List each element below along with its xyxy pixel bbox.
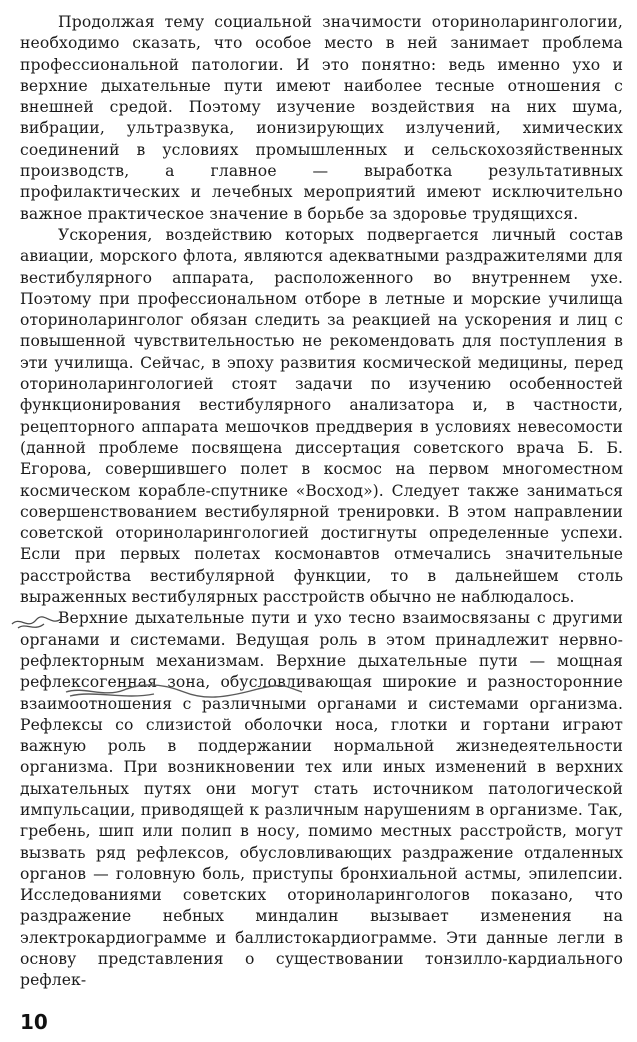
paragraph-2: Ускорения, воздействию которых подвергается личный состав авиации, морского флота, являются адекватными раздражителями для вестибулярного аппарата, расположенного во внутреннем ухе. Поэтому при профессиональном отборе в летные и морские училища оториноларинголог обязан следить за реакцией на ускорения и лиц с повышенной чувствительностью не рекомендовать для поступления в эти училища. Сейчас, в эпоху развития космической медицины, перед оториноларингологией стоят задачи по изучению особенностей функционирования вестибулярного анализатора и, в частности, рецепторного аппарата мешочков преддверия в условиях невесомости (данной проблеме посвящена диссертация советского врача Б. Б. Егорова, совершившего полет в космос на первом многоместном космическом корабле-спутнике «Восход»). Следует также заниматься совершенствованием вестибулярной тренировки. В этом направлении советской оториноларингологией достигнуты определенные успехи. Если при первых полетах космонавтов отмечались значительные расстройства вестибулярной функции, то в дальнейшем столь выраженных вестибулярных расстройств обычно не наблюдалось. [20, 225, 623, 607]
paragraph-1: Продолжая тему социальной значимости оториноларингологии, необходимо сказать, что особое место в ней занимает проблема профессиональной патологии. И это понятно: ведь именно ухо и верхние дыхательные пути имеют наиболее тесные отношения с внешней средой. Поэтому изучение воздействия на них шума, вибрации, ультразвука, ионизирующих излучений, химических соединений в условиях промышленных и сельскохозяйственных производств, а главное — выработка результативных профилактических и лечебных мероприятий имеют исключительно важное практическое значение в борьбе за здоровье трудящихся. [20, 13, 623, 223]
paragraph-3: Верхние дыхательные пути и ухо тесно взаимосвязаны с другими органами и системами. Ведущая роль в этом принадлежит нервно-рефлекторным механизмам. Верхние дыхательные пути — мощная рефлексогенная зона, обусловливающая широкие и разносторонние взаимоотношения с различными органами и системами организма. Рефлексы со слизистой оболочки носа, глотки и гортани играют важную роль в поддержании нормальной жизнедеятельности организма. При возникновении тех или иных изменений в верхних дыхательных путях они могут стать источником патологической импульсации, приводящей к различным нарушениям в организме. Так, гребень, шип или полип в носу, помимо местных расстройств, могут вызвать ряд рефлексов, обусловливающих раздражение отдаленных органов — головную боль, приступы бронхиальной астмы, эпилепсии. Исследованиями советских оториноларингологов показано, что раздражение небных миндалин вызывает изменения на электрокардиограмме и баллистокардиограмме. Эти данные легли в основу представления о существовании тонзилло-кардиального рефлек- [20, 609, 623, 990]
page-number: 10 [20, 1010, 48, 1034]
book-page [20, 12, 623, 1034]
